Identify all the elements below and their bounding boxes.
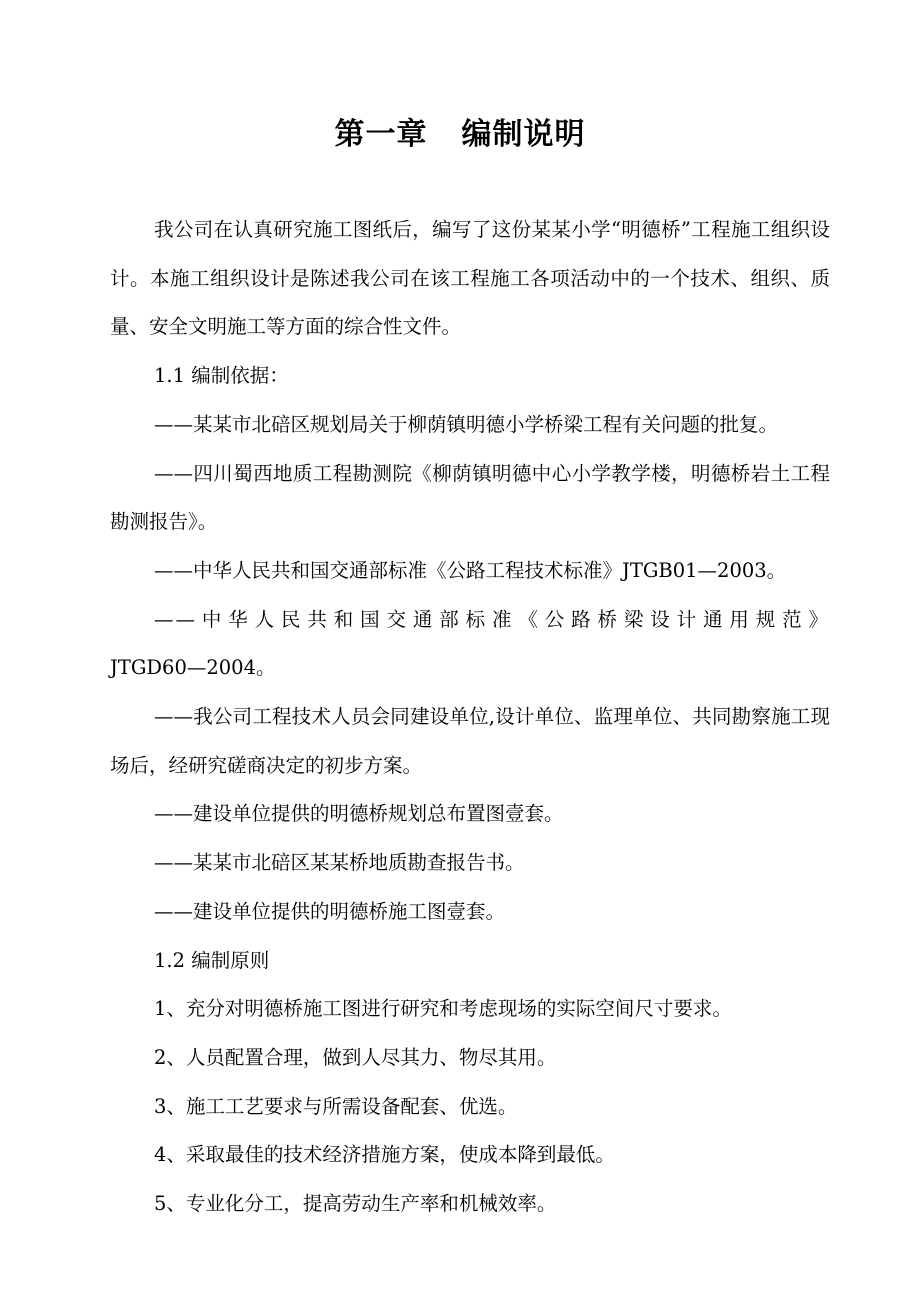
principle-item: 1、充分对明德桥施工图进行研究和考虑现场的实际空间尺寸要求。 xyxy=(154,997,732,1021)
principle-item: 3、施工工艺要求与所需设备配套、优选。 xyxy=(154,1094,518,1118)
principle-item: 4、采取最佳的技术经济措施方案，使成本降到最低。 xyxy=(154,1143,615,1167)
section-1-1-heading: 1.1 编制依据： xyxy=(154,364,289,388)
basis-item: ——中华人民共和国交通部标准《公路工程技术标准》JTGB01—2003。 xyxy=(154,558,787,582)
basis-item-continuation: JTGD60—2004。 xyxy=(110,656,276,680)
basis-item: ——某某市北碚区某某桥地质勘查报告书。 xyxy=(154,851,525,875)
principle-item: 5、专业化分工，提高劳动生产率和机械效率。 xyxy=(154,1192,557,1216)
basis-item: ——四川蜀西地质工程勘测院《柳荫镇明德中心小学教学楼，明德桥岩土工程勘测报告》。 xyxy=(110,461,830,534)
principle-item: 2、人员配置合理，做到人尽其力、物尽其用。 xyxy=(154,1045,557,1069)
basis-item: ——中华人民共和国交通部标准《公路桥梁设计通用规范》 xyxy=(154,607,830,631)
basis-item: ——某某市北碚区规划局关于柳荫镇明德小学桥梁工程有关问题的批复。 xyxy=(154,412,779,436)
chapter-heading: 编制说明 xyxy=(461,117,586,152)
basis-item: ——建设单位提供的明德桥规划总布置图壹套。 xyxy=(154,802,564,826)
intro-paragraph: 我公司在认真研究施工图纸后，编写了这份某某小学“明德桥”工程施工组织设计。本施工组织设计是陈述我公司在该工程施工各项活动中的一个技术、组织、质量、安全文明施工等方面的综合性文件。 xyxy=(110,218,830,339)
section-1-2-heading: 1.2 编制原则 xyxy=(154,948,270,972)
chapter-title xyxy=(0,112,920,158)
basis-item: ——建设单位提供的明德桥施工图壹套。 xyxy=(154,899,506,923)
basis-item: ——我公司工程技术人员会同建设单位,设计单位、监理单位、共同勘察施工现场后，经研究磋商决定的初步方案。 xyxy=(110,705,830,777)
document-body xyxy=(110,206,830,1229)
chapter-number: 第一章 xyxy=(334,117,428,152)
